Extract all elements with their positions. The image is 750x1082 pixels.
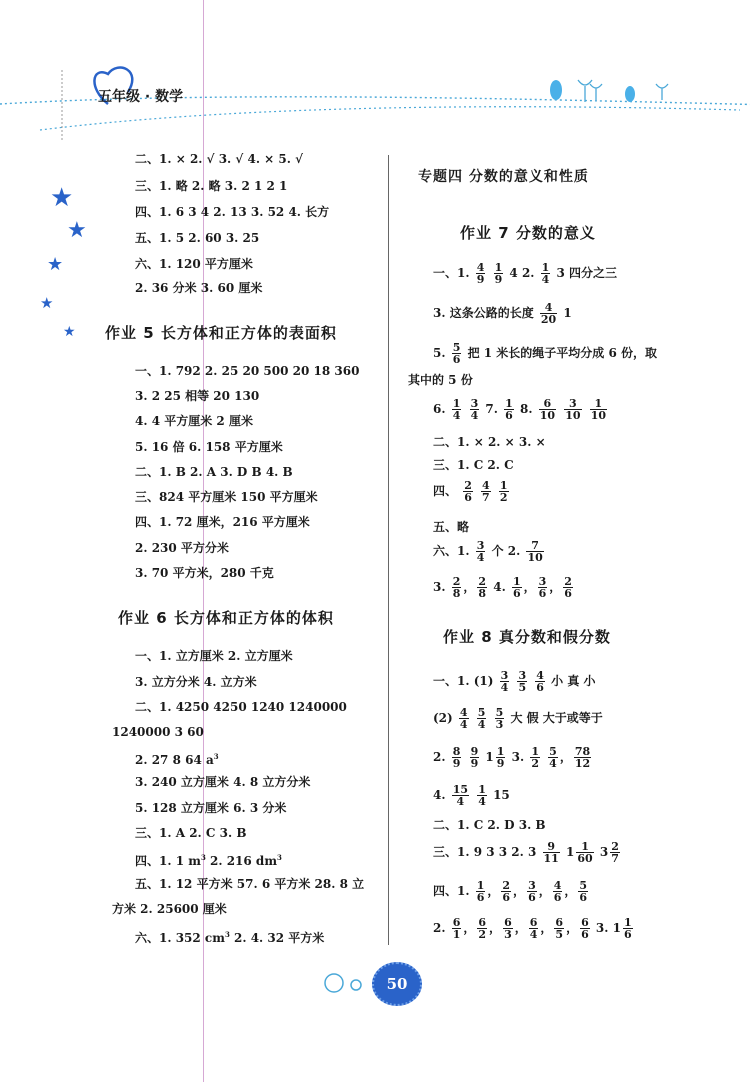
answer-line: 5. 128 立方厘米 6. 3 分米 (135, 801, 287, 815)
answer-line: 四、1. 1 $m^3$ 2. 216 $dm^3$ (135, 853, 282, 868)
section-heading: 作业 5 长方体和正方体的表面积 (105, 324, 337, 342)
answer-line: 二、1. 4250 4250 1240 1240000 (135, 700, 347, 714)
answer-line: 四、 $\frac{2}{6}$ $\frac{4}{7}$ $\frac{1}{2}$ (433, 479, 508, 504)
egg-icon (550, 80, 562, 100)
answer-line: 三、1. A 2. C 3. B (135, 826, 247, 840)
answer-line: 二、1. × 2. √ 3. √ 4. × 5. √ (135, 152, 304, 166)
star-icon: ★ (50, 183, 74, 213)
answer-line: 三、1. C 2. C (433, 458, 514, 472)
answer-line: 2. 230 平方分米 (135, 541, 229, 555)
answer-line: 2. $\frac{6}{1}$ ， $\frac{6}{2}$ ， $\frac{6}{3}$ ， $\frac{6}{4}$ ， $\frac{6}{5}$ ， $\frac{6}{6}$ 3. 1 $\frac{1}{6}$ (433, 916, 632, 941)
answer-line: 六、1. 120 平方厘米 (135, 257, 253, 271)
answer-line: (2) $\frac{4}{4}$ $\frac{5}{4}$ $\frac{5}{3}$ 大 假 大于或等于 (433, 706, 603, 731)
answer-line: 三、824 平方厘米 150 平方厘米 (135, 490, 318, 504)
answer-line: 三、1. 9 3 3 2. 3 $\frac{9}{11}$ 1 $\frac{1}{60}$ 3 $\frac{2}{7}$ (433, 840, 619, 865)
answer-line: 其中的 5 份 (408, 373, 473, 387)
column-divider (388, 155, 389, 945)
answer-line: 3. 240 立方厘米 4. 8 立方分米 (135, 775, 311, 789)
answer-line: 3. $\frac{2}{8}$ ， $\frac{2}{8}$ 4. $\frac{1}{6}$ ， $\frac{3}{6}$ ， $\frac{2}{6}$ (433, 575, 572, 600)
answer-line: 方米 2. 25600 厘米 (112, 902, 227, 916)
answer-line: 4. 4 平方厘米 2 厘米 (135, 414, 253, 428)
answer-line: 一、1. 立方厘米 2. 立方厘米 (135, 649, 293, 663)
answer-line: 四、1. 72 厘米，216 平方厘米 (135, 515, 310, 529)
star-icon: ★ (40, 294, 54, 312)
answer-line: 五、1. 12 平方米 57. 6 平方米 28. 8 立 (135, 877, 365, 891)
section-heading: 作业 7 分数的意义 (460, 224, 596, 242)
answer-line: 二、1. B 2. A 3. D B 4. B (135, 465, 293, 479)
answer-line: 3. 70 平方米，280 千克 (135, 566, 274, 580)
answer-line: 2. $\frac{8}{9}$ $\frac{9}{9}$ 1 $\frac{1}{9}$ 3. $\frac{1}{2}$ $\frac{5}{4}$ ， $\frac{78}{12}$ (433, 745, 591, 770)
star-icon: ★ (63, 324, 76, 340)
star-icon: ★ (47, 254, 64, 275)
header-title: 五年级 · 数学 (98, 89, 184, 105)
answer-line: 4. $\frac{15}{4}$ $\frac{1}{4}$ 15 (433, 783, 510, 808)
answer-line: 二、1. C 2. D 3. B (433, 818, 546, 832)
answer-line: 一、1. (1) $\frac{3}{4}$ $\frac{3}{5}$ $\frac{4}{6}$ 小 真 小 (433, 669, 596, 694)
footer-circles (320, 965, 380, 999)
section-heading: 作业 8 真分数和假分数 (443, 628, 611, 646)
answer-line: 6. $\frac{1}{4}$ $\frac{3}{4}$ 7. $\frac{1}{6}$ 8. $\frac{6}{10}$ $\frac{3}{10}$ $\frac{1}{10}$ (433, 397, 606, 422)
answer-line: 3. 2 25 相等 20 130 (135, 389, 260, 403)
answer-line: 5. 16 倍 6. 158 平方厘米 (135, 440, 283, 454)
answer-line: 3. 这条公路的长度 $\frac{4}{20}$ 1 (433, 301, 572, 326)
header-decoration (0, 0, 750, 140)
answer-line: 2. 27 8 64 $a^3$ (135, 752, 219, 767)
topic-heading: 专题四 分数的意义和性质 (418, 169, 589, 185)
answer-line: 3. 立方分米 4. 立方米 (135, 675, 257, 689)
answer-line: 二、1. × 2. × 3. × (433, 435, 546, 449)
section-heading: 作业 6 长方体和正方体的体积 (118, 609, 334, 627)
answer-line: 六、1. $\frac{3}{4}$ 个 2. $\frac{7}{10}$ (433, 539, 543, 564)
answer-line: 六、1. 352 $cm^3$ 2. 4. 32 平方米 (135, 930, 325, 945)
header-dotted-line-2 (40, 107, 740, 130)
tulip-icon (578, 80, 668, 102)
answer-line: 2. 36 分米 3. 60 厘米 (135, 281, 263, 295)
egg-icon (625, 86, 635, 102)
answer-line: 一、1. $\frac{4}{9}$ $\frac{1}{9}$ 4 2. $\frac{1}{4}$ 3 四分之三 (433, 261, 618, 286)
answer-line: 五、略 (433, 520, 470, 534)
answer-line: 一、1. 792 2. 25 20 500 20 18 360 (135, 364, 360, 378)
answer-line: 三、1. 略 2. 略 3. 2 1 2 1 (135, 179, 288, 193)
answer-line: 四、1. 6 3 4 2. 13 3. 52 4. 长方 (135, 205, 330, 219)
answer-line: 5. $\frac{5}{6}$ 把 1 米长的绳子平均分成 6 份，取 (433, 341, 657, 366)
star-icon: ★ (67, 218, 87, 243)
answer-line: 四、1. $\frac{1}{6}$ ， $\frac{2}{6}$ ， $\frac{3}{6}$ ， $\frac{4}{6}$ ， $\frac{5}{6}$ (433, 879, 588, 904)
answer-line: 五、1. 5 2. 60 3. 25 (135, 231, 260, 245)
answer-line: 1240000 3 60 (112, 725, 204, 739)
page-number: 50 (372, 962, 422, 1006)
